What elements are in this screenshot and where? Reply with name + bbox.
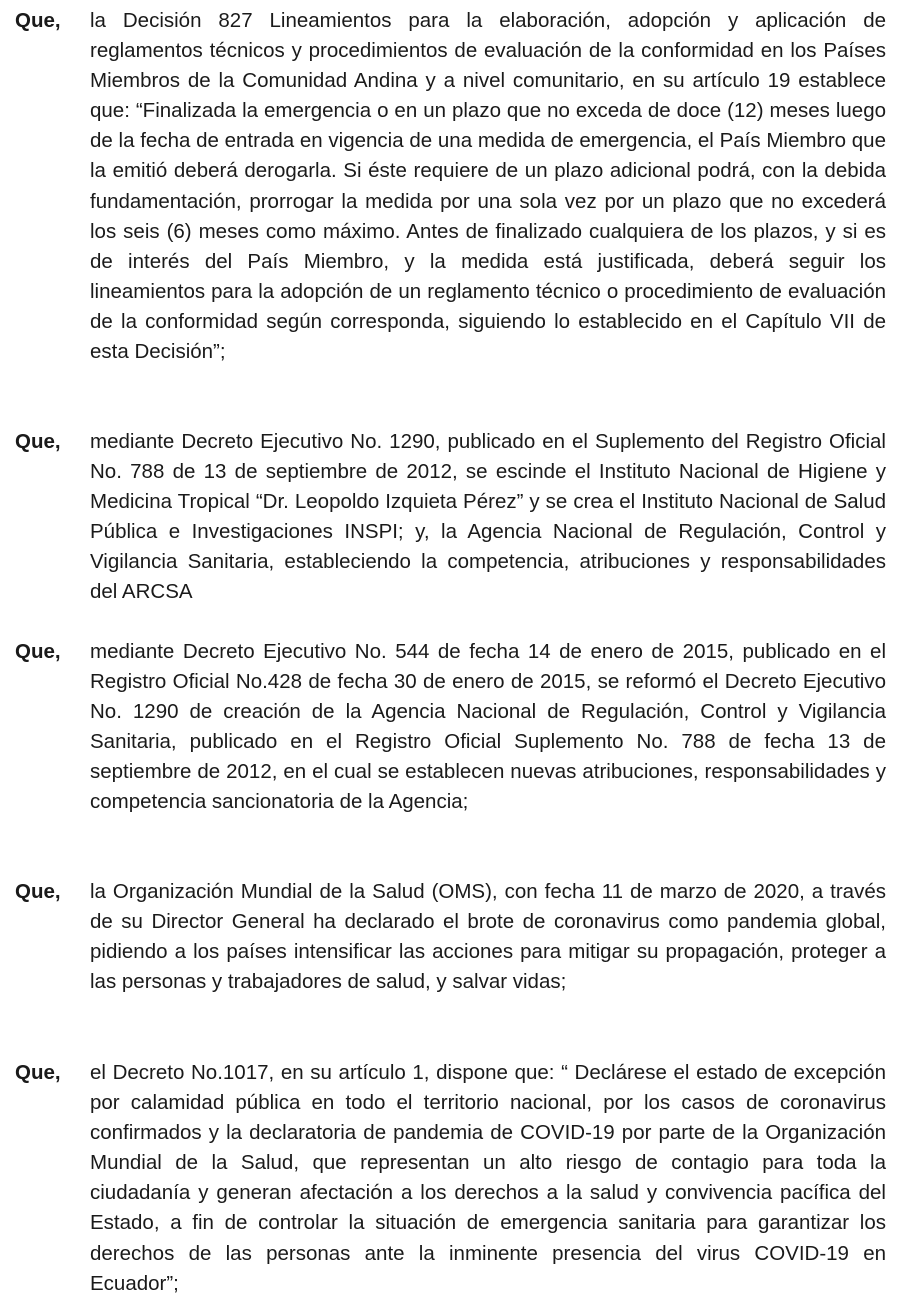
clause-text: mediante Decreto Ejecutivo No. 1290, publicado en el Suplemento del Registro Oficial No. 788 de 13 de septiembre de 2012, se escinde el Instituto Nacional de Higiene y Medicina Tropical “Dr. Leopoldo Izquieta Pérez” y se crea el Instituto Nacional de Salud Pública e Investigaciones INSPI; y, la Agencia Nacional de Regulación, Control y Vigilancia Sanitaria, estableciendo la competencia, atribuciones y responsabilidades del ARCSA [90, 430, 886, 604]
clause-label: Que, [15, 880, 61, 903]
clause-text: el Decreto No.1017, en su artículo 1, dispone que: “ Declárese el estado de excepción por calamidad pública en todo el territorio nacional, por los casos de coronavirus confirmados y la declaratoria de pandemia de COVID-19 por parte de la Organización Mundial de la Salud, que representan un alto riesgo de contagio para toda la ciudadanía y generan afectación a los derechos a la salud y convivencia pacífica del Estado, a fin de controlar la situación de emergencia sanitaria para garantizar los derechos de las personas ante la inminente presencia del virus COVID-19 en Ecuador”; [90, 1061, 886, 1295]
clause-label: Que, [15, 9, 61, 32]
clause-label: Que, [15, 430, 61, 453]
clause-label: Que, [15, 1061, 61, 1084]
clause-text: la Organización Mundial de la Salud (OMS), con fecha 11 de marzo de 2020, a través de su Director General ha declarado el brote de coronavirus como pandemia global, pidiendo a los países intensificar las acciones para mitigar su propagación, proteger a las personas y trabajadores de salud, y salvar vidas; [90, 880, 886, 994]
clause-text: mediante Decreto Ejecutivo No. 544 de fecha 14 de enero de 2015, publicado en el Registro Oficial No.428 de fecha 30 de enero de 2015, se reformó el Decreto Ejecutivo No. 1290 de creación de la Agencia Nacional de Regulación, Control y Vigilancia Sanitaria, publicado en el Registro Oficial Suplemento No. 788 de fecha 13 de septiembre de 2012, en el cual se establecen nuevas atribuciones, responsabilidades y competencia sancionatoria de la Agencia; [90, 640, 886, 814]
clause-text: la Decisión 827 Lineamientos para la elaboración, adopción y aplicación de reglamentos técnicos y procedimientos de evaluación de la conformidad en los Países Miembros de la Comunidad Andina y a nivel comunitario, en su artículo 19 establece que: “Finalizada la emergencia o en un plazo que no exceda de doce (12) meses luego de la fecha de entrada en vigencia de una medida de emergencia, el País Miembro que la emitió deberá derogarla. Si éste requiere de un plazo adicional podrá, con la debida fundamentación, prorrogar la medida por una sola vez por un plazo que no excederá los seis (6) meses como máximo. Antes de finalizado cualquiera de los plazos, y si es de interés del País Miembro, y la medida está justificada, deberá seguir los lineamientos para la adopción de un reglamento técnico o procedimiento de evaluación de la conformidad según corresponda, siguiendo lo establecido en el Capítulo VII de esta Decisión”; [90, 9, 886, 364]
clause-label: Que, [15, 640, 61, 663]
